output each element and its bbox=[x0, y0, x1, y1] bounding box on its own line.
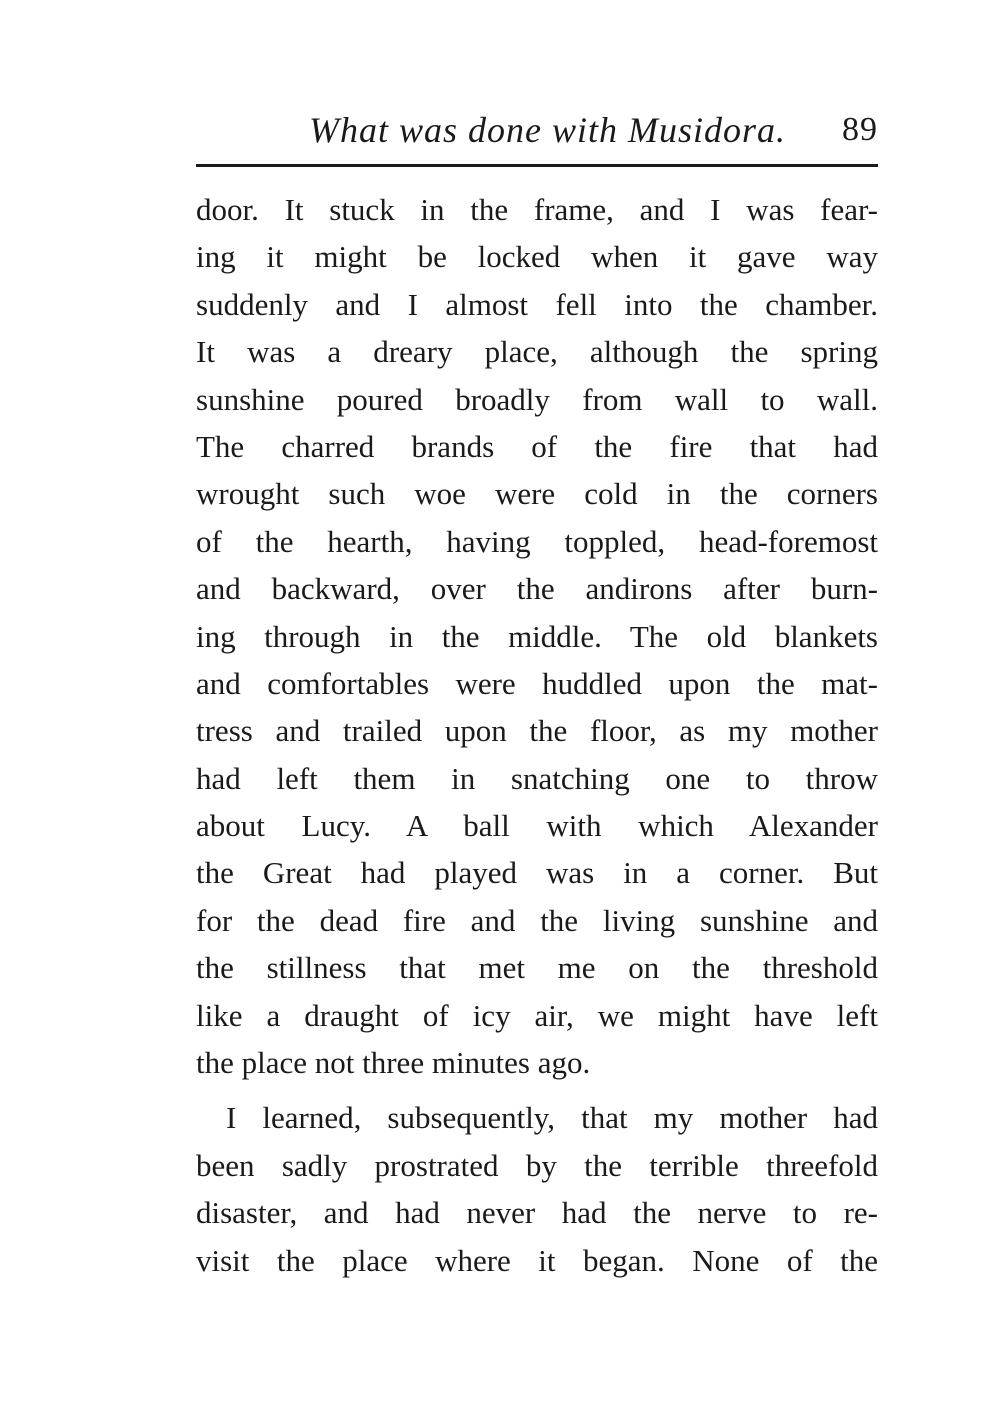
text-line: wrought such woe were cold in the corners bbox=[196, 476, 878, 512]
text-line: visit the place where it began. None of the bbox=[196, 1242, 878, 1278]
text-line: ing it might be locked when it gave way bbox=[196, 239, 878, 275]
paragraph bbox=[196, 1094, 878, 1284]
page-number: 89 bbox=[842, 111, 878, 148]
text-line: the stillness that met me on the threshold bbox=[196, 950, 878, 986]
paragraph bbox=[196, 186, 878, 1086]
text-line: like a draught of icy air, we might have left bbox=[196, 997, 878, 1033]
text-line: It was a dreary place, although the spring bbox=[196, 334, 878, 370]
text-line: The charred brands of the fire that had bbox=[196, 428, 878, 464]
text-line: for the dead fire and the living sunshine and bbox=[196, 902, 878, 938]
text-line: about Lucy. A ball with which Alexander bbox=[196, 808, 878, 844]
text-line: door. It stuck in the frame, and I was fear- bbox=[196, 192, 878, 227]
text-line: the place not three minutes ago. bbox=[196, 1045, 591, 1081]
text-line: ing through in the middle. The old blankets bbox=[196, 618, 878, 654]
paragraph-gap bbox=[196, 1086, 878, 1094]
text-line: of the hearth, having toppled, head-foremost bbox=[196, 523, 878, 559]
running-head bbox=[196, 104, 878, 156]
header-rule bbox=[196, 164, 878, 167]
text-line: had left them in snatching one to throw bbox=[196, 760, 878, 796]
text-line: disaster, and had never had the nerve to re- bbox=[196, 1195, 878, 1231]
text-line: sunshine poured broadly from wall to wall. bbox=[196, 381, 878, 417]
text-line: and backward, over the andirons after burn- bbox=[196, 571, 878, 607]
text-line: suddenly and I almost fell into the chamber. bbox=[196, 286, 878, 322]
text-line: been sadly prostrated by the terrible threefold bbox=[196, 1147, 878, 1183]
text-line: the Great had played was in a corner. But bbox=[196, 855, 878, 891]
text-line: tress and trailed upon the floor, as my mother bbox=[196, 713, 878, 749]
body-text bbox=[196, 186, 878, 1284]
text-line: I learned, subsequently, that my mother had bbox=[226, 1100, 878, 1136]
text-line: and comfortables were huddled upon the mat- bbox=[196, 665, 878, 701]
running-title: What was done with Musidora. bbox=[308, 110, 786, 150]
